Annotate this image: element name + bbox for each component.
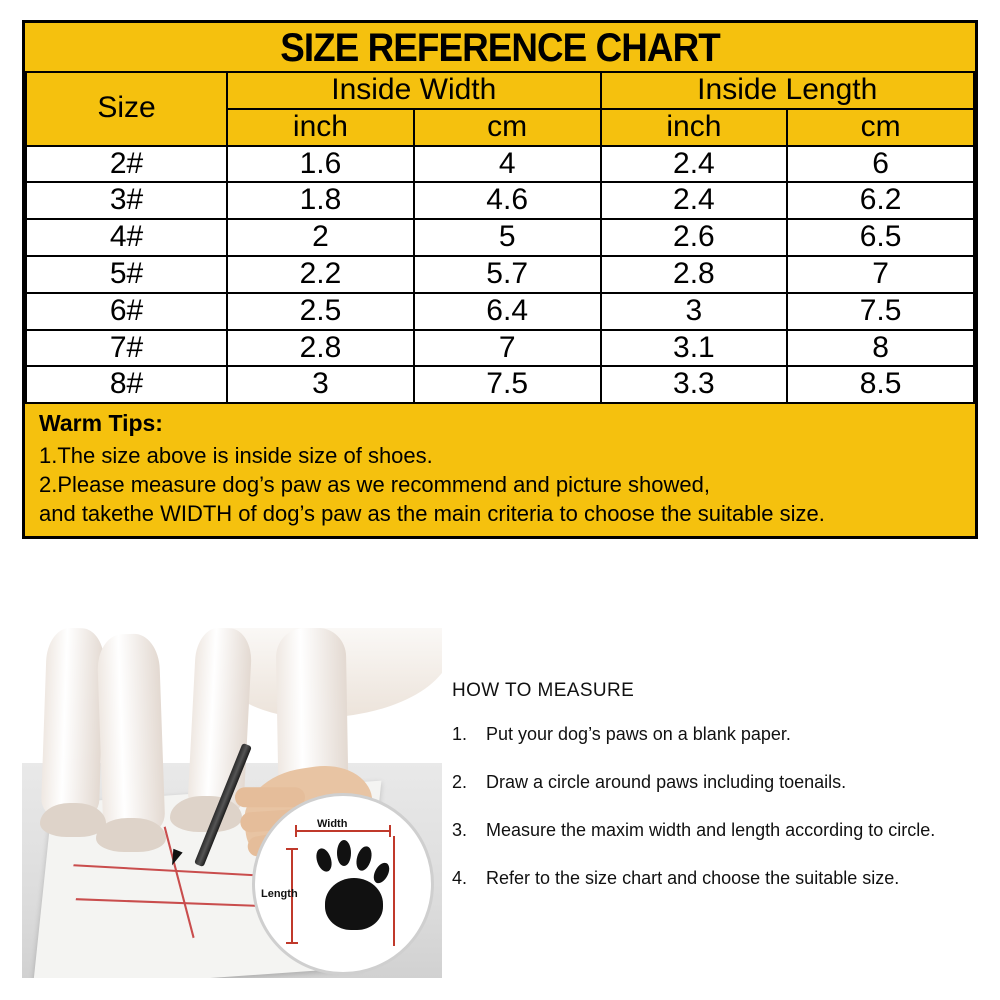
cell-length-cm: 8.5 bbox=[787, 366, 974, 403]
list-item bbox=[452, 724, 972, 745]
step-text: Measure the maxim width and length according to circle. bbox=[486, 820, 936, 840]
header-inside-width: Inside Width bbox=[227, 72, 600, 109]
cell-size: 6# bbox=[26, 293, 227, 330]
cell-width-inch: 2.8 bbox=[227, 330, 414, 367]
cell-width-cm: 7.5 bbox=[414, 366, 601, 403]
cell-length-inch: 3 bbox=[601, 293, 788, 330]
size-table bbox=[25, 71, 975, 404]
cell-width-cm: 5 bbox=[414, 219, 601, 256]
cell-width-inch: 1.6 bbox=[227, 146, 414, 183]
cell-width-inch: 2 bbox=[227, 219, 414, 256]
table-row bbox=[26, 182, 974, 219]
table-row bbox=[26, 256, 974, 293]
step-number: 2. bbox=[452, 772, 468, 792]
cell-width-cm: 4 bbox=[414, 146, 601, 183]
length-arrow-bottom-cap bbox=[286, 942, 298, 944]
step-number: 4. bbox=[452, 868, 468, 888]
header-size: Size bbox=[26, 72, 227, 146]
measurement-diagram-inset bbox=[252, 793, 434, 975]
header-inside-length: Inside Length bbox=[601, 72, 974, 109]
cell-size: 3# bbox=[26, 182, 227, 219]
paw-toe bbox=[337, 840, 351, 866]
how-to-measure-title: HOW TO MEASURE bbox=[452, 680, 635, 701]
list-item bbox=[452, 868, 972, 889]
length-label: Length bbox=[261, 888, 298, 900]
warm-tips-line-3: and takethe WIDTH of dog’s paw as the main criteria to choose the suitable size. bbox=[39, 501, 825, 527]
warm-tips-line-2: 2.Please measure dog’s paw as we recommend and picture showed, bbox=[39, 472, 710, 498]
paw-toe bbox=[371, 860, 393, 886]
cell-length-cm: 8 bbox=[787, 330, 974, 367]
cell-length-inch: 2.4 bbox=[601, 146, 788, 183]
how-to-measure-text bbox=[452, 680, 972, 916]
how-to-measure-section bbox=[22, 628, 978, 978]
step-text: Refer to the size chart and choose the suitable size. bbox=[486, 868, 900, 888]
cell-length-cm: 6.5 bbox=[787, 219, 974, 256]
cell-size: 2# bbox=[26, 146, 227, 183]
header-width-cm: cm bbox=[414, 109, 601, 146]
cell-length-inch: 2.4 bbox=[601, 182, 788, 219]
warm-tips-line-1: 1.The size above is inside size of shoes. bbox=[39, 443, 433, 469]
dog-leg bbox=[41, 628, 106, 819]
cell-length-inch: 2.8 bbox=[601, 256, 788, 293]
cell-length-inch: 2.6 bbox=[601, 219, 788, 256]
chart-title: SIZE REFERENCE CHART bbox=[280, 26, 720, 70]
width-arrow-line bbox=[295, 830, 391, 832]
dog-paw bbox=[40, 803, 106, 837]
table-header-main-row bbox=[26, 72, 974, 109]
cell-length-cm: 6 bbox=[787, 146, 974, 183]
right-guide-line bbox=[393, 836, 395, 946]
cell-length-inch: 3.1 bbox=[601, 330, 788, 367]
length-arrow-top-cap bbox=[286, 848, 298, 850]
cell-length-inch: 3.3 bbox=[601, 366, 788, 403]
cell-size: 5# bbox=[26, 256, 227, 293]
cell-width-cm: 7 bbox=[414, 330, 601, 367]
table-row bbox=[26, 366, 974, 403]
cell-width-cm: 6.4 bbox=[414, 293, 601, 330]
table-row bbox=[26, 293, 974, 330]
step-number: 1. bbox=[452, 724, 468, 744]
dog-leg bbox=[97, 633, 166, 835]
list-item bbox=[452, 820, 972, 841]
size-reference-chart bbox=[22, 20, 978, 539]
width-label: Width bbox=[317, 818, 348, 830]
width-arrow-right-cap bbox=[389, 825, 391, 837]
width-arrow-left-cap bbox=[295, 825, 297, 837]
cell-length-cm: 7.5 bbox=[787, 293, 974, 330]
cell-width-inch: 1.8 bbox=[227, 182, 414, 219]
warm-tips-title: Warm Tips: bbox=[39, 410, 163, 437]
step-number: 3. bbox=[452, 820, 468, 840]
dog-paw bbox=[96, 818, 166, 852]
paw-toe bbox=[314, 846, 335, 873]
warm-tips bbox=[25, 404, 975, 536]
cell-width-cm: 4.6 bbox=[414, 182, 601, 219]
cell-width-inch: 2.5 bbox=[227, 293, 414, 330]
dog-paw-photo bbox=[22, 628, 442, 978]
cell-width-inch: 3 bbox=[227, 366, 414, 403]
paw-pad bbox=[325, 878, 383, 930]
cell-size: 4# bbox=[26, 219, 227, 256]
table-row bbox=[26, 219, 974, 256]
step-text: Draw a circle around paws including toenails. bbox=[486, 772, 847, 792]
dog-leg bbox=[276, 628, 349, 789]
paw-toe bbox=[354, 845, 374, 873]
cell-width-inch: 2.2 bbox=[227, 256, 414, 293]
header-width-inch: inch bbox=[227, 109, 414, 146]
table-row bbox=[26, 146, 974, 183]
cell-size: 7# bbox=[26, 330, 227, 367]
table-row bbox=[26, 330, 974, 367]
cell-length-cm: 7 bbox=[787, 256, 974, 293]
cell-size: 8# bbox=[26, 366, 227, 403]
dog-paw bbox=[170, 796, 242, 832]
cell-width-cm: 5.7 bbox=[414, 256, 601, 293]
header-length-cm: cm bbox=[787, 109, 974, 146]
list-item bbox=[452, 772, 972, 793]
step-text: Put your dog’s paws on a blank paper. bbox=[486, 724, 791, 744]
cell-length-cm: 6.2 bbox=[787, 182, 974, 219]
header-length-inch: inch bbox=[601, 109, 788, 146]
